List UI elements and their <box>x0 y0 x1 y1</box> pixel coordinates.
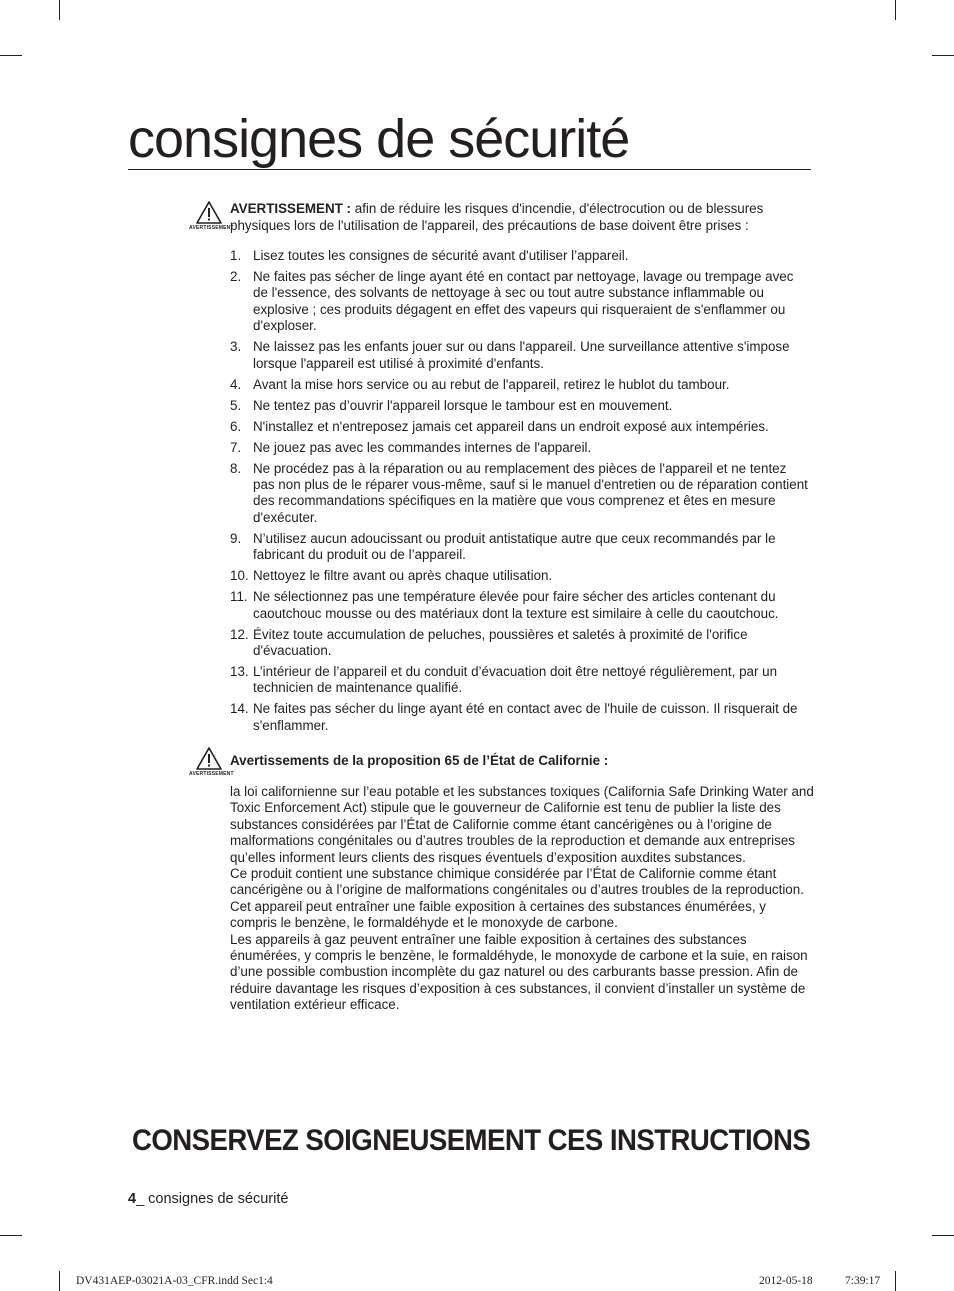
prop65-paragraph: Les appareils à gaz peuvent entraîner une faible exposition à certaines des substances énumérées, y compris le benzène, le formaldéhyde, le monoxyde de carbone et la suie, en raison d’une possible combustion incomplète du gaz naturel ou des carburants basse pression. Afin de réduire davantage les risques d’exposition à ces substances, il convient d’installer un système de ventilation extérieur efficace. <box>230 931 808 1013</box>
list-item <box>230 419 810 435</box>
list-item-number: 13. <box>230 664 249 680</box>
list-item-text: Nettoyez le filtre avant ou après chaque utilisation. <box>253 568 553 584</box>
list-item <box>230 398 810 414</box>
crop-mark <box>932 1235 954 1236</box>
list-item-number: 14. <box>230 701 249 717</box>
list-item-text: Lisez toutes les consignes de sécurité avant d'utiliser l’appareil. <box>253 248 629 263</box>
crop-mark <box>895 0 896 20</box>
list-item-text: Ne jouez pas avec les commandes internes de l'appareil. <box>253 439 592 455</box>
warning-triangle-icon <box>196 201 222 224</box>
list-item <box>230 589 810 622</box>
crop-mark <box>895 1271 896 1291</box>
print-slug-time: 7:39:17 <box>845 1275 881 1287</box>
warning-icon-label: AVERTISSEMENT <box>189 225 234 231</box>
warning-lead: AVERTISSEMENT : <box>230 201 352 216</box>
list-item-text: L’intérieur de l’appareil et du conduit d’évacuation doit être nettoyé régulièrement, par un technicien de maintenance qualifié. <box>253 664 778 696</box>
list-item-number: 12. <box>230 626 249 642</box>
warning-text: afin de réduire les risques d'incendie, d'électrocution ou de blessures physiques lors de l'utilisation de l'appareil, des précautions de base doivent être prises : <box>230 201 764 233</box>
crop-mark <box>0 55 22 56</box>
list-item <box>230 531 810 564</box>
list-item <box>230 461 810 527</box>
crop-mark <box>932 55 954 56</box>
list-item-text: N'installez et n'entreposez jamais cet appareil dans un endroit exposé aux intempéries. <box>253 418 769 434</box>
prop65-paragraph: la loi californienne sur l’eau potable et les substances toxiques (California Safe Drinking Water and Toxic Enforcement Act) stipule que le gouverneur de Californie est tenu de publier la liste des substances considérées par l’État de Californie comme étant cancérigènes ou à l’origine de malformations congénitales ou d’autres troubles de la reproduction et demande aux entreprises qu’elles informent leurs clients des risques éventuels d’exposition auxdites substances. <box>230 784 814 865</box>
list-item <box>230 377 810 393</box>
list-item-number: 10. <box>230 568 249 584</box>
page-number: 4 <box>128 1191 137 1207</box>
crop-mark <box>0 1235 22 1236</box>
list-item-number: 2. <box>230 269 242 284</box>
list-item <box>230 627 810 660</box>
list-item-text: Avant la mise hors service ou au rebut de l'appareil, retirez le hublot du tambour. <box>253 376 730 392</box>
list-item-text: Ne laissez pas les enfants jouer sur ou dans l'appareil. Une surveillance attentive s'impose lorsque l'appareil est utilisé à proximité d'enfants. <box>253 339 790 371</box>
list-item-number: 9. <box>230 530 242 546</box>
list-item-number: 6. <box>230 418 242 434</box>
warning-icon <box>189 201 234 231</box>
list-item-text: N’utilisez aucun adoucissant ou produit antistatique autre que ceux recommandés par le fabricant du produit ou de l’appareil. <box>253 530 776 563</box>
list-item-number: 5. <box>230 397 242 413</box>
list-item-number: 8. <box>230 460 242 476</box>
list-item-text: Ne faites pas sécher de linge ayant été en contact par nettoyage, lavage ou trempage avec de l'essence, des solvants de nettoyage à sec ou tout autre substance inflammable ou explosive ; ces produits dégagent en effet des vapeurs qui risqueraient de s'enflammer ou d'exploser. <box>253 269 794 334</box>
list-item-number: 7. <box>230 439 242 455</box>
list-item-number: 4. <box>230 376 242 392</box>
list-item-number: 11. <box>230 589 248 605</box>
prop65-heading: Avertissements de la proposition 65 de l’État de Californie : <box>230 753 609 768</box>
list-item <box>230 339 810 372</box>
list-item <box>230 664 810 697</box>
warning-intro <box>230 201 810 234</box>
safety-rules-list <box>230 248 810 739</box>
list-item <box>230 568 810 584</box>
list-item <box>230 269 810 335</box>
crop-mark <box>59 1271 60 1291</box>
list-item-text: Évitez toute accumulation de peluches, poussières et saletés à proximité de l'orifice d'évacuation. <box>253 626 748 659</box>
list-item <box>230 701 810 734</box>
page-footer <box>128 1190 288 1208</box>
crop-mark <box>59 0 60 20</box>
list-item <box>230 248 810 264</box>
title-underline <box>128 169 811 170</box>
warning-icon <box>189 747 234 777</box>
page-title: consignes de sécurité <box>128 109 630 169</box>
list-item-text: Ne tentez pas d’ouvrir l'appareil lorsque le tambour est en mouvement. <box>253 397 673 413</box>
save-instructions-banner: CONSERVEZ SOIGNEUSEMENT CES INSTRUCTIONS <box>132 1124 811 1157</box>
list-item-text: Ne procédez pas à la réparation ou au remplacement des pièces de l'appareil et ne tentez pas non plus de le réparer vous-même, sauf si le manuel d'entretien ou de réparation contient des recommandations spécifiques en la matière que vous comprenez et êtes en mesure d'exécuter. <box>253 460 808 525</box>
list-item <box>230 440 810 456</box>
footer-section: _ consignes de sécurité <box>136 1191 289 1207</box>
warning-icon-label: AVERTISSEMENT <box>189 771 234 777</box>
list-item-number: 3. <box>230 339 242 355</box>
list-item-text: Ne sélectionnez pas une température élevée pour faire sécher des articles contenant du caoutchouc mousse ou des matériaux dont la texture est similaire à celle du caoutchouc. <box>253 589 779 621</box>
prop65-paragraph: Ce produit contient une substance chimique considérée par l’État de Californie comme étant cancérigène ou à l’origine de malformations congénitales ou d’autres troubles de la reproduction. Cet appareil peut entraîner une faible exposition à certaines des substances énumérées, y compris le benzène, le formaldéhyde et le monoxyde de carbone. <box>230 866 804 931</box>
print-slug-file: DV431AEP-03021A-03_CFR.indd Sec1:4 <box>76 1275 273 1287</box>
list-item-text: Ne faites pas sécher du linge ayant été en contact avec de l'huile de cuisson. Il risquerait de s'enflammer. <box>253 701 798 733</box>
list-item-number: 1. <box>230 248 242 263</box>
prop65-body <box>230 784 814 1014</box>
warning-triangle-icon <box>196 747 222 770</box>
print-slug-date: 2012-05-18 <box>759 1275 813 1287</box>
